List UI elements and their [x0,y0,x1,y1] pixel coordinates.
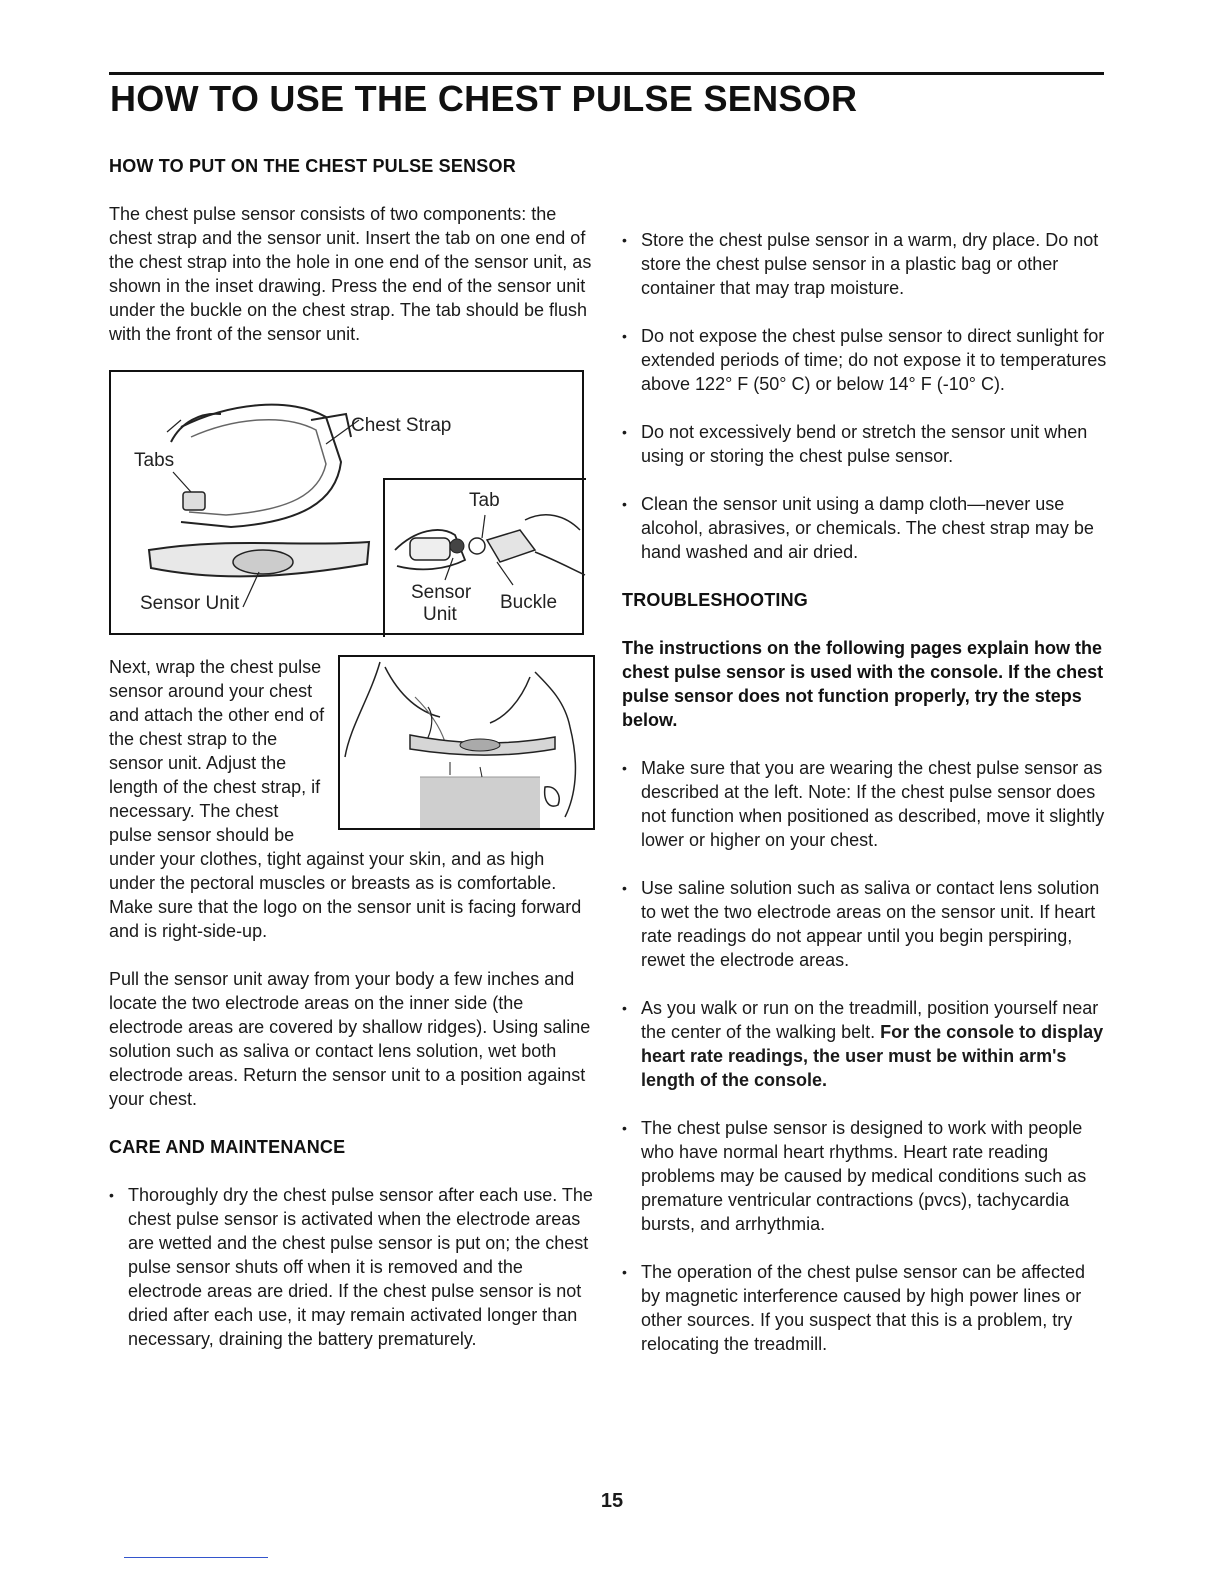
page-title: HOW TO USE THE CHEST PULSE SENSOR [110,78,858,119]
bullet-walk [622,996,1108,1092]
bullet-bend: • Do not excessively bend or stretch the sensor unit when using or storing the chest pulse sensor. [622,420,1108,468]
tab-label: Tab [469,490,500,511]
tabs-label: Tabs [134,450,175,471]
bullet-saline: • Use saline solution such as saliva or contact lens solution to wet the two electrode areas on the sensor unit. If heart rate readings do not appear until you begin perspiring, rewet the electrode areas. [622,876,1108,972]
inset-drawing [383,478,586,637]
bullet-rhythms: • The chest pulse sensor is designed to work with people who have normal heart rhythms. Heart rate reading problems may be caused by medical conditions such as premature ventricular contractions (pvcs), tachycardia bursts, and arrhythmia. [622,1116,1108,1236]
care-heading: CARE AND MAINTENANCE [109,1137,346,1157]
right-column-main [622,228,1108,1380]
sensor-label: Sensor [411,582,472,603]
sensor-unit-label: Sensor Unit [140,593,240,614]
chest-strap-figure [109,370,584,635]
buckle-label: Buckle [500,592,558,613]
footer-line [124,1557,268,1558]
troubleshooting-heading: TROUBLESHOOTING [622,590,808,610]
put-on-heading: HOW TO PUT ON THE CHEST PULSE SENSOR [109,156,516,176]
wrap-instructions [109,655,595,943]
title-rule [109,72,1104,75]
wrap-paragraph: Next, wrap the chest pulse sensor around your chest and attach the other end of the chest strap to the sensor unit. Adjust the length of the chest strap, if necessary. The chest pulse sensor should be under your clothes, tight against your skin, and as high under the pectoral muscles or breasts as is comfortable. Make sure that the logo on the sensor unit is facing forward and is right-side-up. [109,657,582,941]
page-number: 15 [600,1490,624,1512]
bullet-wearing: • Make sure that you are wearing the chest pulse sensor as described at the left. Note: If the chest pulse sensor does not function when positioned as described, move it slightly lower or higher on your chest. [622,756,1108,852]
bullet-store: • Store the chest pulse sensor in a warm, dry place. Do not store the chest pulse sensor in a plastic bag or other container that may trap moisture. [622,228,1108,300]
bullet-sunlight: • Do not expose the chest pulse sensor to direct sunlight for extended periods of time; do not expose it to temperatures above 122° F (50° C) or below 14° F (-10° C). [622,324,1108,396]
intro-paragraph: The chest pulse sensor consists of two components: the chest strap and the sensor unit. Insert the tab on one end of the chest strap into the hole in one end of the sensor unit, as shown in the inset drawing. Press the end of the sensor unit under the buckle on the chest strap. The tab should be flush with the front of the sensor unit. [109,204,592,344]
bullet-interference: • The operation of the chest pulse sensor can be affected by magnetic interference caused by high power lines or other sources. If you suspect that this is a problem, try relocating the treadmill. [622,1260,1108,1356]
torso-illustration [340,657,593,828]
chest-strap-label: Chest Strap [351,415,452,436]
troubleshooting-intro: The instructions on the following pages explain how the chest pulse sensor is used with the console. If the chest pulse sensor does not function properly, try the steps below. [622,638,1104,730]
care-bullet-dry: • Thoroughly dry the chest pulse sensor after each use. The chest pulse sensor is activated when the electrode areas are wetted and the chest pulse sensor is put on; the chest pulse sensor shuts off when it is removed and the electrode areas are dried. If the chest pulse sensor is not dried after each use, it may remain activated longer than necessary, draining the battery prematurely. [109,1183,595,1351]
bullet-walk-text: As you walk or run on the treadmill, position yourself near the center of the walking belt. [641,998,1099,1042]
torso-figure [338,655,595,830]
left-column [109,154,595,1375]
unit-label: Unit [423,604,457,625]
pull-paragraph: Pull the sensor unit away from your body a few inches and locate the two electrode areas on the inner side (the electrode areas are covered by shallow ridges). Using saline solution such as saliva or contact lens solution, wet both electrode areas. Return the sensor unit to a position against your chest. [109,969,591,1109]
bullet-walk-bold: For the console to display heart rate readings, the user must be within arm's length of the console. [641,1022,1104,1090]
bullet-clean: • Clean the sensor unit using a damp cloth—never use alcohol, abrasives, or chemicals. The chest strap may be hand washed and air dried. [622,492,1108,564]
